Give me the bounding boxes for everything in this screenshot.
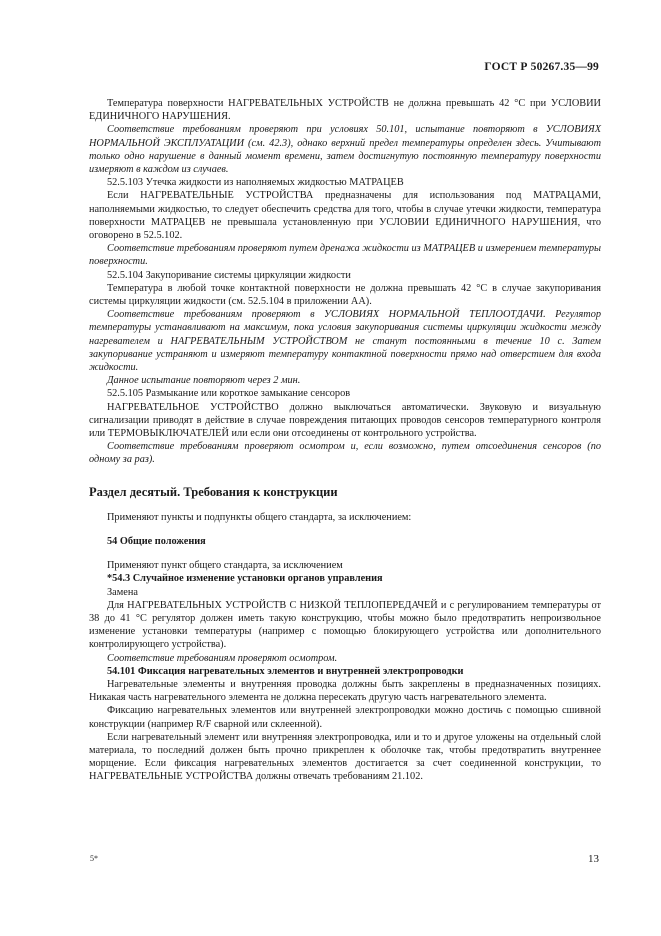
- paragraph: Для НАГРЕВАТЕЛЬНЫХ УСТРОЙСТВ С НИЗКОЙ ТЕПЛОПЕРЕДАЧЕЙ и с регулированием температуры от 38 до 41 °С регулятор должен иметь такую конструкцию, чтобы можно было предотвратить непроизвольное изменение установки температуры (например с помощью блокирующего устройства или дополнительного контролирующего устройства).: [89, 599, 601, 651]
- paragraph: Применяют пункт общего стандарта, за исключением: [107, 560, 343, 572]
- document-body: [89, 97, 601, 784]
- paragraph: Фиксацию нагревательных элементов или внутренней электропроводки можно достичь с помощью сшивной конструкции (например R/F сварной или склеенной).: [89, 705, 601, 730]
- section-title: Раздел десятый. Требования к конструкции: [89, 484, 338, 499]
- clause-heading: 54.101 Фиксация нагревательных элементов и внутренней электропроводки: [107, 665, 464, 677]
- paragraph: Температура поверхности НАГРЕВАТЕЛЬНЫХ УСТРОЙСТВ не должна превышать 42 °С при УСЛОВИИ ЕДИНИЧНОГО НАРУШЕНИЯ.: [89, 98, 601, 123]
- paragraph: Температура в любой точке контактной поверхности не должна превышать 42 °С в случае закупоривания системы циркуляции жидкости (см. 52.5.104 в приложении АА).: [89, 282, 601, 308]
- paragraph: 52.5.104 Закупоривание системы циркуляции жидкости: [107, 269, 351, 281]
- paragraph: Если НАГРЕВАТЕЛЬНЫЕ УСТРОЙСТВА предназначены для использования под МАТРАЦАМИ, наполняемыми жидкостью, то следует обеспечить средства для того, чтобы в случае утечки жидкости, температура поверхности МАТРАЦЕВ не превышала установленную при УСЛОВИИ ЕДИНИЧНОГО НАРУШЕНИЯ, что оговорено в 52.5.102.: [89, 190, 601, 242]
- paragraph: Применяют пункты и подпункты общего стандарта, за исключением:: [107, 511, 412, 523]
- paragraph: Соответствие требованиям проверяют осмотром и, если возможно, путем отсоединения сенсоров (по одному за раз).: [89, 441, 601, 466]
- paragraph-gap: [89, 467, 601, 478]
- document-header: ГОСТ Р 50267.35—99: [484, 61, 599, 73]
- paragraph: Данное испытание повторяют через 2 мин.: [107, 375, 301, 387]
- paragraph: Замена: [107, 586, 138, 598]
- paragraph: Соответствие требованиям проверяют в УСЛОВИЯХ НОРМАЛЬНОЙ ТЕПЛООТДАЧИ. Регулятор температуры устанавливают на максимум, пока условия закупоривания системы циркуляции жидкости между нагревателем и НАГРЕВАТЕЛЬНЫМ УСТРОЙСТВОМ не станут постоянными в течение 10 с. Затем закупоривание устраняют и измеряют температуру контактной поверхности прямо над отверстием для входа жидкости.: [89, 309, 601, 374]
- clause-heading: 54 Общие положения: [107, 535, 206, 547]
- page-number: 13: [588, 853, 599, 865]
- paragraph: Соответствие требованиям проверяют путем дренажа жидкости из МАТРАЦЕВ и измерением температуры поверхности.: [89, 243, 601, 268]
- paragraph: Соответствие требованиям проверяют при условиях 50.101, испытание повторяют в УСЛОВИЯХ НОРМАЛЬНОЙ ЭКСПЛУАТАЦИИ (см. 42.3), однако верхний предел температуры определен здесь. Учитывают только одно нарушение в данный момент времени, затем достигнутую постоянную температуру поверхности измеряют в каждом из случаев.: [89, 124, 601, 176]
- paragraph: НАГРЕВАТЕЛЬНОЕ УСТРОЙСТВО должно выключаться автоматически. Звуковую и визуальную сигнализации приводят в действие в случае повреждения питающих проводов сенсоров температурного контроля или ТЕРМОВЫКЛЮЧАТЕЛЕЙ или если они отсоединены от контрольного устройства.: [89, 401, 601, 440]
- paragraph: 52.5.105 Размыкание или короткое замыкание сенсоров: [107, 388, 351, 400]
- clause-heading: *54.3 Случайное изменение установки органов управления: [107, 573, 383, 585]
- paragraph-gap: [89, 548, 601, 559]
- paragraph-gap: [89, 500, 601, 511]
- paragraph: Соответствие требованиям проверяют осмотром.: [107, 652, 338, 664]
- footer-mark: 5*: [90, 854, 98, 863]
- paragraph: Если нагревательный элемент или внутренняя электропроводка, или и то и другое уложены на отдельный слой материала, то последний должен быть прочно прикреплен к оболочке так, чтобы предотвратить внутреннее морщение. Если фиксация нагревательных элементов достигается за счет соединенной конструкции, то НАГРЕВАТЕЛЬНЫЕ УСТРОЙСТВА должны отвечать требованиям 21.102.: [89, 731, 601, 783]
- paragraph: 52.5.103 Утечка жидкости из наполняемых жидкостью МАТРАЦЕВ: [107, 177, 404, 189]
- paragraph: Нагревательные элементы и внутренняя проводка должны быть закреплены в предназначенных позициях. Никакая часть нагревательного элемента не должна пересекать другую часть нагревательного элемента.: [89, 678, 601, 704]
- paragraph-gap: [89, 524, 601, 535]
